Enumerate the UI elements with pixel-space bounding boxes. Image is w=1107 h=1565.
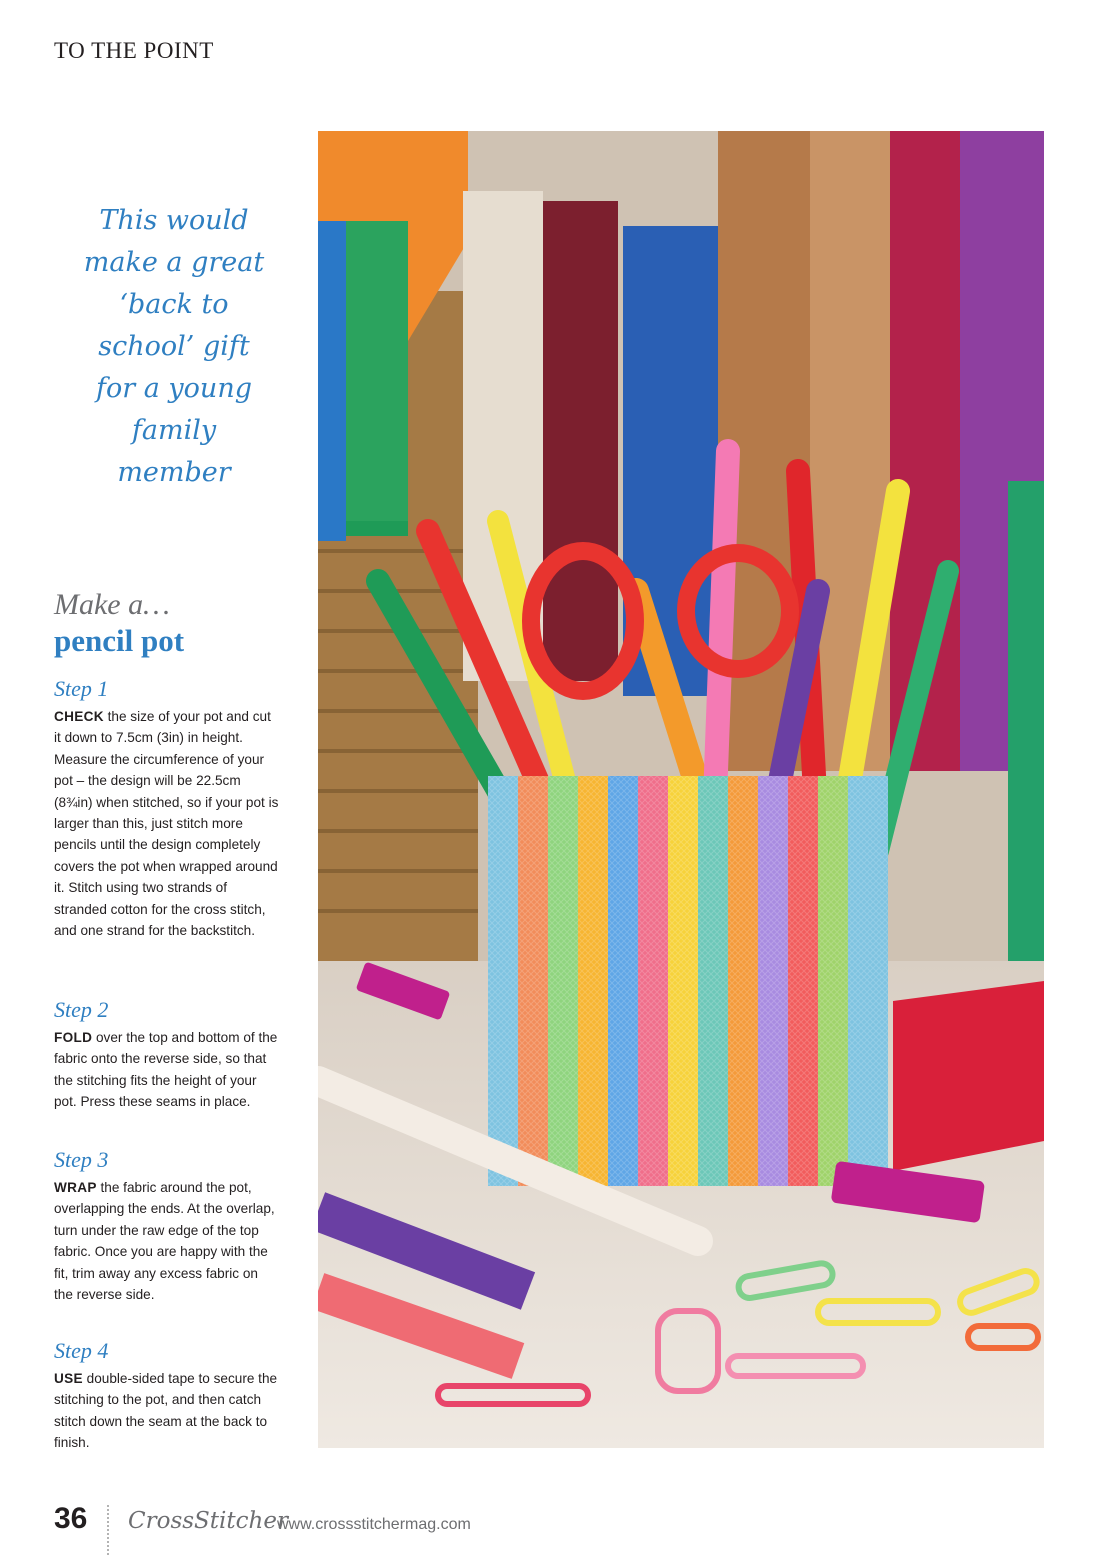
- quote-line: ‘back to: [119, 289, 229, 320]
- section-heading: TO THE POINT: [54, 38, 214, 63]
- quote-line: make a great: [83, 247, 265, 278]
- quote-line: member: [117, 457, 231, 488]
- step-1: [54, 676, 280, 941]
- step-title: Step 1: [54, 676, 109, 701]
- step-lead: USE: [54, 1371, 83, 1386]
- magazine-logo: CrossStitcher: [128, 1508, 288, 1534]
- step-text: double-sided tape to secure the stitching to the pot, and then catch stitch down the seam at the back to finish.: [54, 1371, 278, 1451]
- quote-line: school’ gift: [98, 331, 250, 362]
- project-title: [54, 588, 184, 660]
- quote-line: for a young: [96, 373, 252, 404]
- step-2: [54, 997, 280, 1113]
- step-title: Step 2: [54, 997, 109, 1022]
- step-text: the size of your pot and cut it down to 7.5cm (3in) in height. Measure the circumference of your pot – the design will be 22.5cm (8¾in) when stitched, so if your pot is larger than this, just stitch more pencils until the design completely covers the pot when wrapped around it. Stitch using two strands of stranded cotton for the cross stitch, and one strand for the backstitch.: [54, 709, 279, 939]
- project-title-main: pencil pot: [54, 623, 185, 658]
- website-url: www.crossstitchermag.com: [277, 1516, 471, 1533]
- step-body: [54, 1027, 280, 1113]
- step-body: [54, 706, 280, 941]
- project-title-prefix: Make a…: [54, 588, 170, 621]
- step-3: [54, 1147, 280, 1305]
- step-text: over the top and bottom of the fabric onto the reverse side, so that the stitching fits the height of your pot. Press these seams in place.: [54, 1030, 278, 1110]
- pencil-pot-photo: [318, 131, 1044, 1448]
- quote-line: This would: [99, 205, 249, 236]
- step-lead: WRAP: [54, 1180, 97, 1195]
- step-4: [54, 1338, 280, 1454]
- page-number: 36: [54, 1502, 88, 1535]
- step-title: Step 3: [54, 1147, 109, 1172]
- step-title: Step 4: [54, 1338, 109, 1363]
- step-body: [54, 1177, 280, 1305]
- handwritten-quote: [40, 200, 308, 494]
- step-lead: CHECK: [54, 709, 104, 724]
- quote-line: family: [131, 415, 217, 446]
- step-lead: FOLD: [54, 1030, 93, 1045]
- footer-divider: [107, 1505, 109, 1555]
- step-text: the fabric around the pot, overlapping the ends. At the overlap, turn under the raw edge of the top fabric. Once you are happy with the fit, trim away any excess fabric on the reverse side.: [54, 1180, 275, 1303]
- step-body: [54, 1368, 280, 1454]
